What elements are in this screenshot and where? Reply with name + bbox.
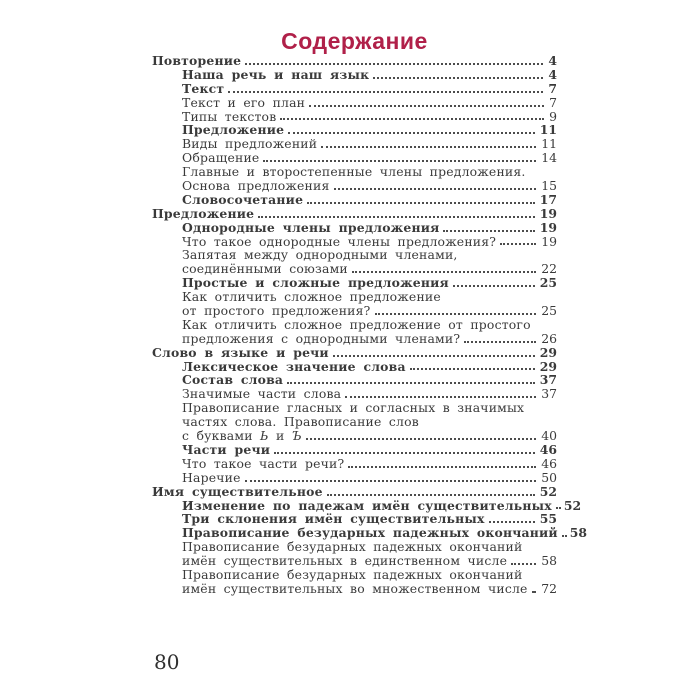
toc-row <box>152 318 557 332</box>
toc-entry-label: Текст и его план <box>182 94 306 110</box>
toc-row <box>152 193 557 207</box>
toc-entry-label: Имя существительное <box>152 483 323 499</box>
toc-row <box>152 512 557 526</box>
toc-page-number: 37 <box>539 372 557 388</box>
toc-row <box>152 54 557 68</box>
page-title: Содержание <box>281 28 428 54</box>
toc-row <box>152 110 557 124</box>
toc-entry-label: Правописание безударных падежных окончаний <box>182 566 523 582</box>
toc-page-number: 7 <box>549 94 557 110</box>
toc-entry-label: Состав слова <box>182 372 284 388</box>
dot-leader <box>528 582 542 596</box>
dot-leader <box>305 96 549 110</box>
toc-entry-label: Повторение <box>152 53 242 68</box>
toc-page-number: 9 <box>549 108 557 124</box>
dot-leader <box>371 304 542 318</box>
dot-leader <box>460 332 541 346</box>
dot-leader <box>317 137 541 151</box>
table-of-contents <box>152 53 588 596</box>
toc-page-number: 40 <box>541 428 557 444</box>
toc-page-number: 7 <box>548 80 557 96</box>
toc-entry-label: Лексическое значение слова <box>182 358 406 374</box>
toc-page-number: 15 <box>541 178 557 194</box>
toc-page-number: 25 <box>539 275 557 291</box>
toc-entry-label: Части речи <box>182 441 271 457</box>
toc-page-number: 37 <box>541 386 557 402</box>
toc-row <box>152 568 557 582</box>
toc-entry-label: Изменение по падежам имён существительных <box>182 497 552 513</box>
toc-page-number: 19 <box>541 233 557 249</box>
toc-entry-label: Что такое однородные члены предложения? <box>182 233 497 249</box>
dot-leader <box>284 123 540 137</box>
toc-entry-label: Обращение <box>182 150 260 166</box>
toc-page-number: 14 <box>541 150 557 166</box>
dot-leader <box>241 471 542 485</box>
toc-page-number: 58 <box>569 525 588 541</box>
dot-leader <box>302 429 541 443</box>
toc-entry-label: от простого предложения? <box>182 303 371 319</box>
dot-leader <box>254 207 540 221</box>
toc-page-number: 19 <box>539 205 557 221</box>
footer-page-number: 80 <box>154 650 180 674</box>
toc-row <box>152 387 557 401</box>
toc-row <box>152 123 557 137</box>
toc-row <box>152 96 557 110</box>
toc-row <box>152 373 557 387</box>
toc-row <box>152 443 557 457</box>
dot-leader <box>341 387 541 401</box>
dot-leader <box>348 262 541 276</box>
dot-leader <box>270 443 540 457</box>
toc-row <box>152 262 557 276</box>
toc-entry-label-segment: и <box>268 428 292 444</box>
toc-page-number: 25 <box>541 303 557 319</box>
dot-leader <box>558 526 570 540</box>
toc-page-number: 50 <box>541 469 557 485</box>
toc-page-number: 4 <box>548 53 557 68</box>
toc-row <box>152 248 557 262</box>
dot-leader <box>330 179 542 193</box>
toc-row <box>152 485 557 499</box>
toc-entry-label: Наречие <box>182 469 241 485</box>
toc-row <box>152 540 557 554</box>
dot-leader <box>241 54 548 68</box>
toc-row <box>152 401 557 415</box>
toc-entry-label-segment: с буквами <box>182 428 261 444</box>
toc-row <box>152 497 582 513</box>
toc-entry-label: Слово в языке и речи <box>152 344 329 360</box>
toc-entry-label: имён существительных в единственном числе <box>182 553 508 569</box>
toc-row <box>152 137 557 151</box>
toc-entry-label: Значимые части слова <box>182 386 342 402</box>
dot-leader <box>259 151 541 165</box>
toc-row <box>152 68 557 82</box>
toc-row <box>152 346 557 360</box>
dot-leader <box>323 485 540 499</box>
toc-row <box>152 360 557 374</box>
dot-leader <box>507 554 541 568</box>
toc-entry-label: Правописание безударных падежных окончаний <box>182 539 523 555</box>
toc-row <box>152 525 588 541</box>
toc-row <box>152 471 557 485</box>
toc-entry-label <box>182 429 302 443</box>
toc-row <box>152 207 557 221</box>
toc-row <box>152 332 557 346</box>
toc-entry-label: предложения с однородными членами? <box>182 330 461 346</box>
dot-leader <box>303 193 540 207</box>
toc-page-number: 11 <box>539 122 557 138</box>
dot-leader <box>329 346 540 360</box>
toc-page-number: 19 <box>539 219 557 235</box>
toc-page-number: 52 <box>563 497 582 513</box>
toc-page-number: 17 <box>539 191 557 207</box>
toc-row <box>152 304 557 318</box>
dot-leader <box>276 110 549 124</box>
toc-row <box>152 151 557 165</box>
toc-entry-label: Как отличить сложное предложение <box>182 289 441 305</box>
toc-row <box>152 179 557 193</box>
dot-leader <box>552 499 564 513</box>
toc-entry-label-segment: Ъ <box>291 428 302 444</box>
toc-row <box>152 235 557 249</box>
dot-leader <box>369 68 548 82</box>
toc-entry-label: Наша речь и наш язык <box>182 66 370 82</box>
toc-entry-label: частях слова. Правописание слов <box>182 414 419 430</box>
dot-leader <box>439 221 539 235</box>
toc-page-number: 4 <box>548 66 557 82</box>
toc-row <box>152 429 557 443</box>
toc-entry-label: Запятая между однородными членами, <box>182 247 458 263</box>
toc-row <box>152 290 557 304</box>
toc-entry-label: Основа предложения <box>182 178 330 194</box>
toc-page-number: 72 <box>541 580 557 596</box>
dot-leader <box>485 512 540 526</box>
toc-row <box>152 276 557 290</box>
toc-page-number: 58 <box>541 553 557 569</box>
toc-page-number: 29 <box>539 358 557 374</box>
toc-entry-label: соединёнными союзами <box>182 261 348 277</box>
toc-entry-label: Текст <box>182 80 225 96</box>
toc-entry-label: Простые и сложные предложения <box>182 275 449 291</box>
dot-leader <box>344 457 541 471</box>
toc-entry-label: Правописание безударных падежных окончаний <box>182 525 558 541</box>
toc-row <box>152 415 557 429</box>
toc-page-number: 46 <box>539 441 557 457</box>
toc-row <box>152 457 557 471</box>
toc-entry-label: Правописание гласных и согласных в значимых <box>182 400 525 416</box>
toc-entry-label-segment: Ь <box>260 428 269 444</box>
toc-page-number: 11 <box>541 136 557 152</box>
toc-entry-label: Главные и второстепенные члены предложения. <box>182 164 526 180</box>
toc-page-number: 29 <box>539 344 557 360</box>
toc-page-number: 26 <box>541 330 557 346</box>
dot-leader <box>224 82 548 96</box>
dot-leader <box>406 360 540 374</box>
toc-entry-label: имён существительных во множественном числе <box>182 580 528 596</box>
toc-page-number: 55 <box>539 511 557 527</box>
dot-leader <box>449 276 540 290</box>
toc-page-number: 46 <box>541 455 557 471</box>
toc-entry-label: Что такое части речи? <box>182 455 345 471</box>
toc-entry-label: Три склонения имён существительных <box>182 511 485 527</box>
toc-row <box>152 165 557 179</box>
toc-page-number: 52 <box>539 483 557 499</box>
toc-entry-label: Виды предложений <box>182 136 318 152</box>
toc-entry-label: Словосочетание <box>182 191 304 207</box>
toc-entry-label: Как отличить сложное предложение от простого <box>182 316 531 332</box>
toc-entry-label: Предложение <box>152 205 255 221</box>
toc-entry-label: Однородные члены предложения <box>182 219 440 235</box>
toc-page-number: 22 <box>541 261 557 277</box>
toc-entry-label: Предложение <box>182 122 285 138</box>
toc-row <box>152 582 557 596</box>
toc-row <box>152 82 557 96</box>
toc-row <box>152 221 557 235</box>
dot-leader <box>496 235 541 249</box>
dot-leader <box>283 373 540 387</box>
toc-row <box>152 554 557 568</box>
toc-entry-label: Типы текстов <box>182 108 277 124</box>
